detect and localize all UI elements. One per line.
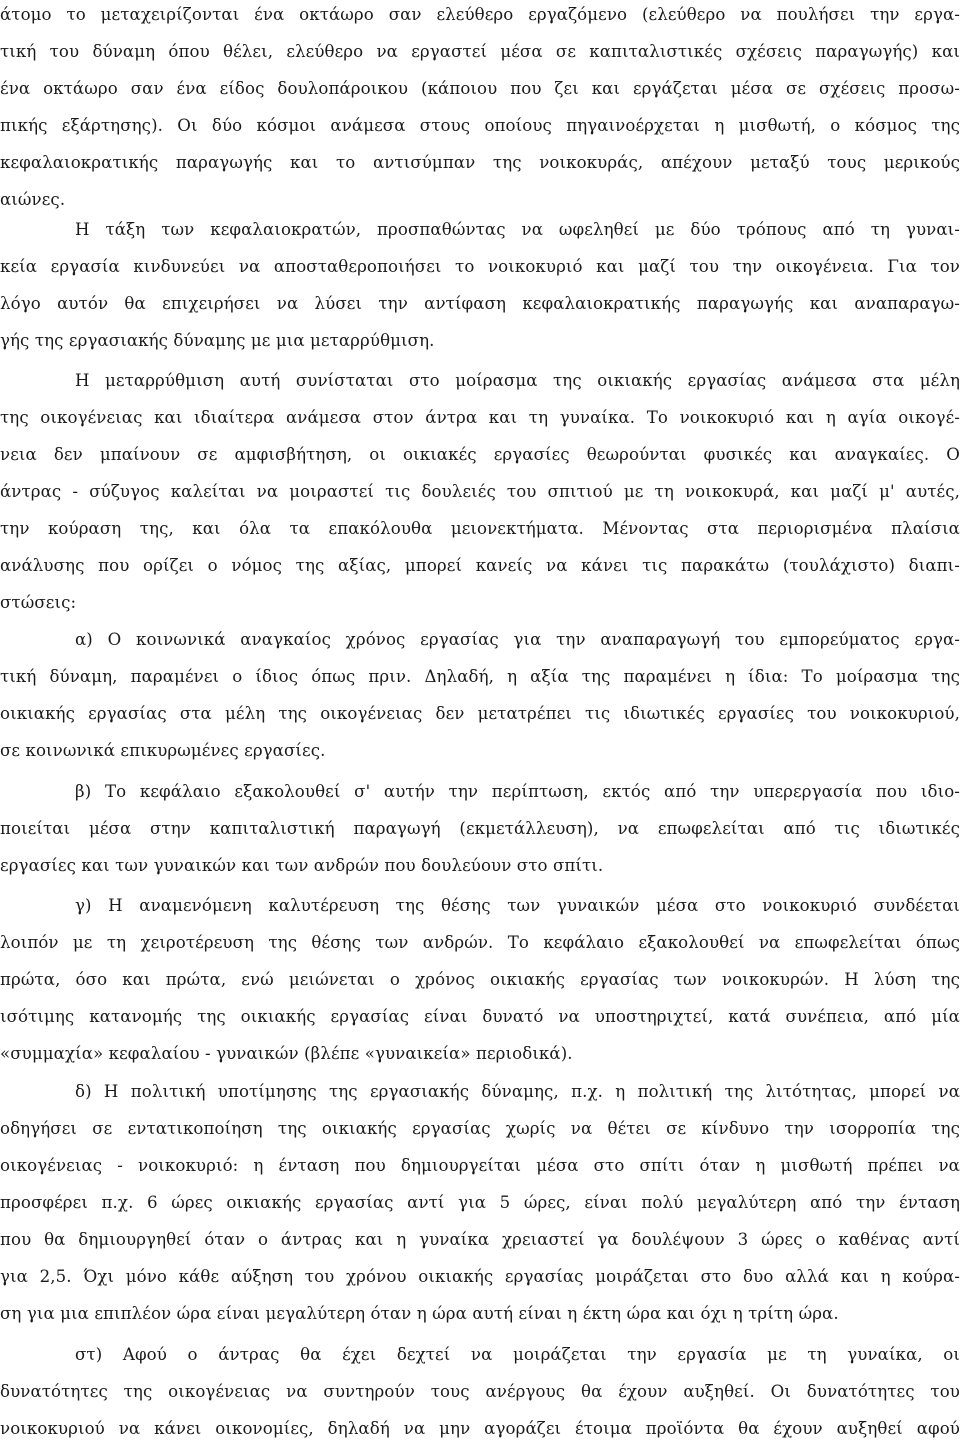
text-line: για 2,5. Όχι μόνο κάθε αύξηση του χρόνου οικιακής εργασίας μοιράζεται στο δυο αλλά και η κούρα- [0, 1267, 960, 1286]
text-line: γ) Η αναμενόμενη καλυτέρευση της θέσης των γυναικών μέσα στο νοικοκυριό συνδέεται [75, 896, 960, 915]
text-line: άντρας - σύζυγος καλείται να μοιραστεί τις δουλειές του σπιτιού με τη νοικοκυρά, και μαζί μ' αυτές, [0, 482, 960, 501]
text-line: στώσεις: [0, 593, 77, 612]
list-paragraph-a [0, 621, 960, 769]
text-line: γής της εργασιακής δύναμης με μια μεταρρύθμιση. [0, 331, 435, 350]
text-line: πικής εξάρτησης). Οι δύο κόσμοι ανάμεσα στους οποίους πηγαινοέρχεται η μισθωτή, ο κόσμος της [0, 116, 960, 135]
text-line: την κούραση της, και όλα τα επακόλουθα μειονεκτήματα. Μένοντας στα περιορισμένα πλαίσια [0, 519, 960, 538]
text-line: στ) Αφού ο άντρας θα έχει δεχτεί να μοιράζεται την εργασία με τη γυναίκα, οι [75, 1345, 960, 1364]
paragraph [0, 211, 960, 359]
text-line: κεία εργασία κινδυνεύει να αποσταθεροποιήσει το νοικοκυριό και μαζί του την οικογένεια. Για τον [0, 257, 960, 276]
text-line: της οικογένειας και ιδιαίτερα ανάμεσα στον άντρα και τη γυναίκα. Το νοικοκυριό και η αγία οικογέ- [0, 408, 960, 427]
text-line: κεφαλαιοκρατικής παραγωγής και το αντισύμπαν της νοικοκυράς, απέχουν μεταξύ τους μερικούς [0, 153, 960, 172]
text-line: «συμμαχία» κεφαλαίου - γυναικών (βλέπε «γυναικεία» περιοδικά). [0, 1044, 573, 1063]
text-line: δυνατότητες της οικογένειας να συντηρούν τους ανέργους θα έχουν αυξηθεί. Οι δυνατότητες του [0, 1382, 960, 1401]
text-line: Η τάξη των κεφαλαιοκρατών, προσπαθώντας να ωφεληθεί με δύο τρόπους από τη γυναι- [75, 220, 960, 239]
text-line: ανάλυσης που ορίζει ο νόμος της αξίας, μπορεί κανείς να κάνει τις παρακάτω (τουλάχιστο) διαπι- [0, 556, 960, 575]
text-line: λοιπόν με τη χειροτέρευση της θέσης των ανδρών. Το κεφάλαιο εξακολουθεί να επωφελείται όπως [0, 933, 960, 952]
text-line: εργασίες και των γυναικών και των ανδρών που δουλεύουν στο σπίτι. [0, 856, 604, 875]
list-paragraph-st [0, 1336, 960, 1447]
list-paragraph-d [0, 1073, 960, 1332]
text-line: προσφέρει π.χ. 6 ώρες οικιακής εργασίας αντί για 5 ώρες, είναι πολύ μεγαλύτερη από την ένταση [0, 1193, 960, 1212]
text-line: πρώτα, όσο και πρώτα, ενώ μειώνεται ο χρόνος οικιακής εργασίας των νοικοκυρών. Η λύση της [0, 970, 960, 989]
text-line: ση για μια επιπλέον ώρα είναι μεγαλύτερη όταν η ώρα αυτή είναι η έκτη ώρα και όχι η τρίτη ώρα. [0, 1304, 839, 1323]
text-line: ένα οκτάωρο σαν ένα είδος δουλοπάροικου (κάποιου που ζει και εργάζεται μέσα σε σχέσεις προσω- [0, 79, 960, 98]
text-line: β) Το κεφάλαιο εξακολουθεί σ' αυτήν την περίπτωση, εκτός από την υπερεργασία που ιδιο- [75, 782, 960, 801]
text-line: τική του δύναμη όπου θέλει, ελεύθερο να εργαστεί μέσα σε καπιταλιστικές σχέσεις παραγωγής) και [0, 42, 960, 61]
text-line: ισότιμης κατανομής της οικιακής εργασίας είναι δυνατό να υποστηριχτεί, κατά συνέπεια, από μία [0, 1007, 960, 1026]
list-paragraph-c [0, 887, 960, 1072]
text-line: νοικοκυριού να κάνει οικονομίες, δηλαδή να μην αγοράζει έτοιμα προϊόντα θα έχουν αυξηθεί αφού [0, 1419, 960, 1438]
text-line: νεια δεν μπαίνουν σε αμφισβήτηση, οι οικιακές εργασίες θεωρούνται φυσικές και αναγκαίες. Ο [0, 445, 960, 464]
text-line: τική δύναμη, παραμένει ο ίδιος όπως πριν. Δηλαδή, η αξία της παραμένει η ίδια: Το μοίρασμα της [0, 667, 960, 686]
paragraph [0, 0, 960, 218]
list-paragraph-b [0, 773, 960, 884]
text-line: αιώνες. [0, 190, 66, 209]
text-line: οικογένειας - νοικοκυριό: η ένταση που δημιουργείται μέσα στο σπίτι όταν η μισθωτή πρέπει να [0, 1156, 960, 1175]
text-line: σε κοινωνικά επικυρωμένες εργασίες. [0, 741, 326, 760]
text-line: ποιείται μέσα στην καπιταλιστική παραγωγή (εκμετάλλευση), να επωφελείται από τις ιδιωτικές [0, 819, 960, 838]
text-line: άτομο το μεταχειρίζονται ένα οκτάωρο σαν ελεύθερο εργαζόμενο (ελεύθερο να πουλήσει την εργα- [0, 5, 960, 24]
text-line: δ) Η πολιτική υποτίμησης της εργασιακής δύναμης, π.χ. η πολιτική της λιτότητας, μπορεί να [75, 1082, 960, 1101]
text-line: που θα δημιουργηθεί όταν ο άντρας και η γυναίκα χρειαστεί γα δουλέψουν 3 ώρες ο καθένας αντί [0, 1230, 960, 1249]
text-line: λόγο αυτόν θα επιχειρήσει να λύσει την αντίφαση κεφαλαιοκρατικής παραγωγής και αναπαραγω- [0, 294, 960, 313]
text-line: οικιακής εργασίας στα μέλη της οικογένειας δεν μετατρέπει τις ιδιωτικές εργασίες του νοικοκυριού, [0, 704, 960, 723]
text-line: οδηγήσει σε εντατικοποίηση της οικιακής εργασίας χωρίς να θέτει σε κίνδυνο την ισορροπία της [0, 1119, 960, 1138]
text-line: α) Ο κοινωνικά αναγκαίος χρόνος εργασίας για την αναπαραγωγή του εμπορεύματος εργα- [75, 630, 960, 649]
paragraph [0, 362, 960, 621]
text-line: Η μεταρρύθμιση αυτή συνίσταται στο μοίρασμα της οικιακής εργασίας ανάμεσα στα μέλη [75, 371, 960, 390]
